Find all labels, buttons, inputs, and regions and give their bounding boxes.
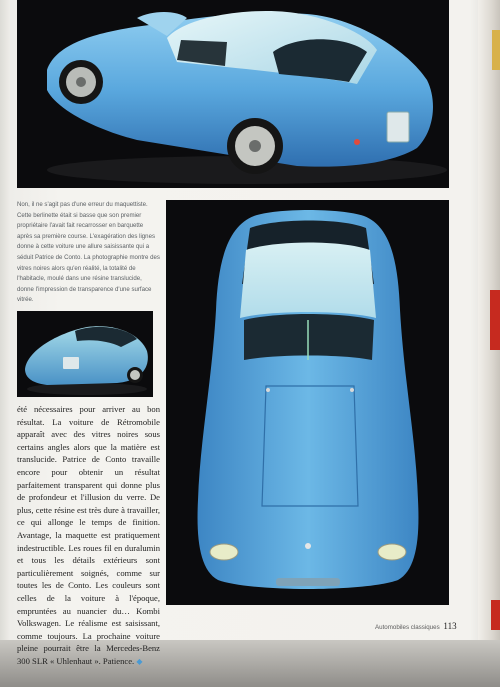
- photo-caption: [17, 200, 160, 306]
- article-text: été nécessaires pour arriver au bon résultat. La voiture de Rétromobile apparaît avec des vitres noires sous certains angles alors que la matière est translucide. Patrice de Conto travaille encore pour obtenir un résultat parfaitement transparent qui donne plus de profondeur et l'illusion du verre. De plus, cette résine est très dure à travailler, ce qui allonge le temps de finition. Avantage, la maquette est pratiquement indestructible. Les roues fil en duralumin et tous les détails extérieurs sont particulièrement soignés, comme sur toutes les de Conto. Les couleurs sont celles de la voiture à l'époque, empruntées au nuancier du… Kombi Volkswagen. Le réalisme est saisissant, comme toujours. La prochaine voiture pleine pourrait être la Mercedes-Benz 300 SLR « Uhlenhaut ». Patience.: [17, 404, 160, 666]
- end-of-article-mark: ◆: [136, 656, 143, 666]
- photo-car-rear-view: [17, 311, 153, 397]
- magazine-name: Automobiles classiques: [375, 624, 440, 631]
- article-paragraph: [17, 403, 160, 668]
- article-body: [17, 403, 160, 668]
- next-page-edge: [478, 0, 500, 640]
- page-footer: [375, 621, 475, 633]
- photo-car-side-view: [17, 0, 449, 188]
- photo-car-top-view: [166, 200, 449, 605]
- page-number: 113: [443, 621, 457, 631]
- caption-text: Non, il ne s'agit pas d'une erreur du maquettiste. Cette berlinette était si basse que son premier propriétaire l'avait fait recarrosser en barquette après sa première course. L'exagération des lignes donne à cette voiture une allure saisissante qui a séduit Patrice de Conto. La photographie montre des vitres noires alors qu'en réalité, la totalité de l'habitacle, moulé dans une résine translucide, donne l'impression de transparence d'une surface vitrée.: [17, 201, 160, 304]
